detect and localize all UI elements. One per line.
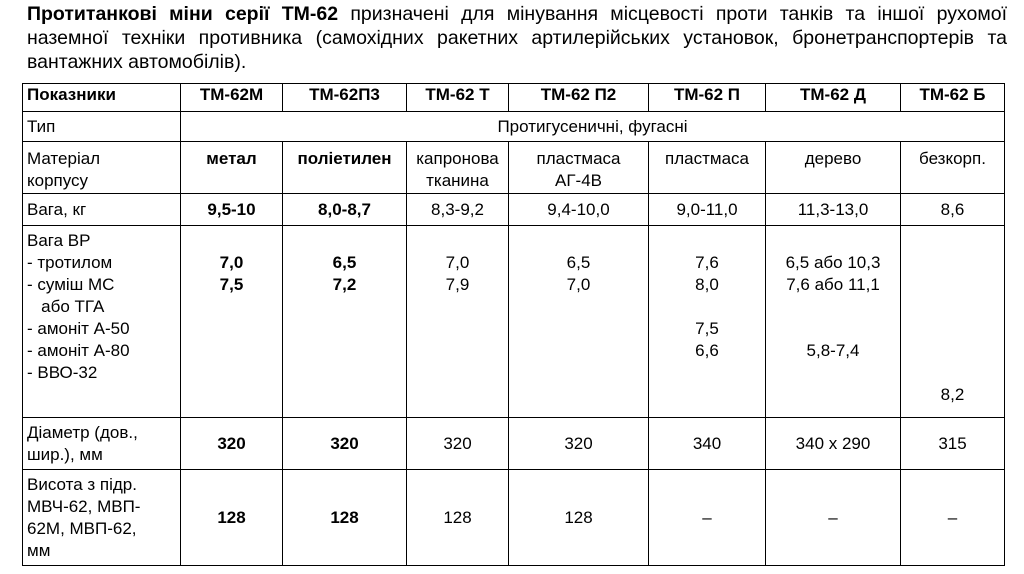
header-cell: ТМ-62 Д [766, 84, 901, 112]
row-label: Матеріал корпусу [23, 142, 181, 194]
weight-cell: 8,6 [901, 194, 1005, 226]
explosive-cell: 6,5 або 10,3 7,6 або 11,1 5,8-7,4 [766, 226, 901, 418]
diameter-cell: 320 [407, 418, 509, 470]
intro-lead: Протитанкові міни серії ТМ-62 [27, 3, 339, 25]
table-row-material [23, 142, 1005, 194]
header-cell: ТМ-62 П2 [509, 84, 649, 112]
header-cell: Показники [23, 84, 181, 112]
explosive-cell: 6,5 7,2 [283, 226, 407, 418]
material-cell: метал [181, 142, 283, 194]
height-cell: 128 [181, 470, 283, 566]
header-cell: ТМ-62П3 [283, 84, 407, 112]
explosive-cell: 6,5 7,0 [509, 226, 649, 418]
mine-spec-table [22, 83, 1005, 566]
table-row-explosive [23, 226, 1005, 418]
header-cell: ТМ-62 Т [407, 84, 509, 112]
explosive-cell: 7,6 8,0 7,5 6,6 [649, 226, 766, 418]
intro-text: призначені для мінування місцевості проти танків та іншої рухомої наземної техніки противника (самохідних ракетних артилерійських установок, бронетранспортерів та вантажних автомобілів). [27, 3, 1007, 73]
height-cell: 128 [407, 470, 509, 566]
table-row-type [23, 112, 1005, 142]
diameter-cell: 315 [901, 418, 1005, 470]
diameter-cell: 340 [649, 418, 766, 470]
explosive-cell: 8,2 [901, 226, 1005, 418]
weight-cell: 9,5-10 [181, 194, 283, 226]
header-cell: ТМ-62М [181, 84, 283, 112]
height-cell: 128 [283, 470, 407, 566]
explosive-cell: 7,0 7,9 [407, 226, 509, 418]
material-cell: безкорп. [901, 142, 1005, 194]
material-cell: капронова тканина [407, 142, 509, 194]
weight-cell: 8,0-8,7 [283, 194, 407, 226]
type-value: Протигусеничні, фугасні [181, 112, 1005, 142]
height-cell: – [901, 470, 1005, 566]
diameter-cell: 340 х 290 [766, 418, 901, 470]
material-cell: пластмаса АГ-4В [509, 142, 649, 194]
table-row-height [23, 470, 1005, 566]
diameter-cell: 320 [181, 418, 283, 470]
weight-cell: 8,3-9,2 [407, 194, 509, 226]
table-row-weight [23, 194, 1005, 226]
row-label: Тип [23, 112, 181, 142]
explosive-cell: 7,0 7,5 [181, 226, 283, 418]
row-label: Висота з підр. МВЧ-62, МВП- 62М, МВП-62, мм [23, 470, 181, 566]
diameter-cell: 320 [509, 418, 649, 470]
weight-cell: 9,4-10,0 [509, 194, 649, 226]
row-label: Вага ВР - тротилом - суміш МС або ТГА - амоніт А-50 - амоніт А-80 - ВВО-32 [23, 226, 181, 418]
weight-cell: 9,0-11,0 [649, 194, 766, 226]
intro-paragraph [27, 2, 1007, 74]
height-cell: 128 [509, 470, 649, 566]
height-cell: – [766, 470, 901, 566]
material-cell: пластмаса [649, 142, 766, 194]
material-cell: поліетилен [283, 142, 407, 194]
height-cell: – [649, 470, 766, 566]
table-header-row [23, 84, 1005, 112]
weight-cell: 11,3-13,0 [766, 194, 901, 226]
row-label: Вага, кг [23, 194, 181, 226]
diameter-cell: 320 [283, 418, 407, 470]
row-label: Діаметр (дов., шир.), мм [23, 418, 181, 470]
material-cell: дерево [766, 142, 901, 194]
table-row-diameter [23, 418, 1005, 470]
header-cell: ТМ-62 П [649, 84, 766, 112]
header-cell: ТМ-62 Б [901, 84, 1005, 112]
